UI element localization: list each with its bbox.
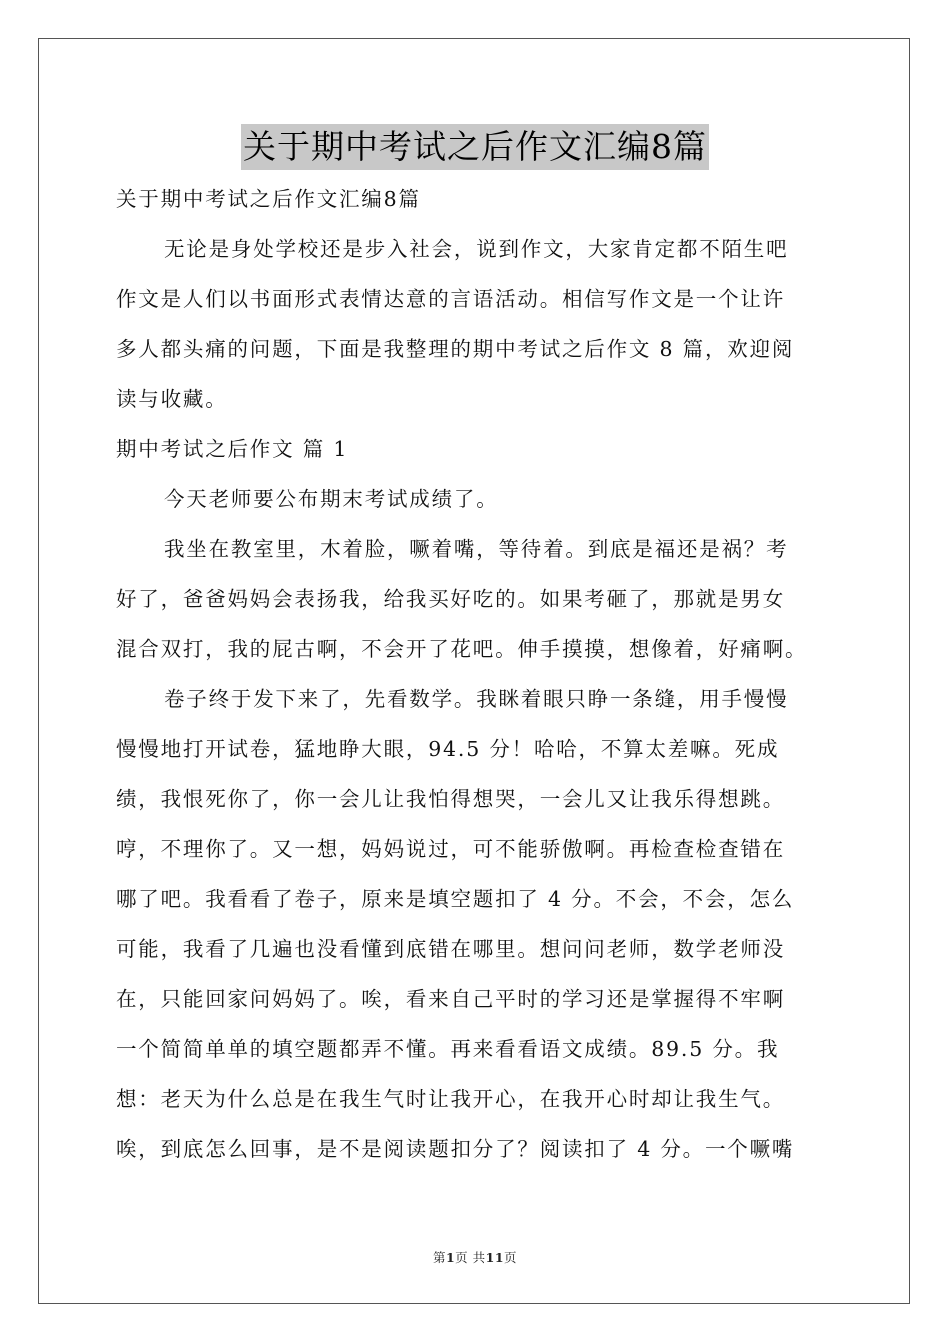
footer-page-current: 1 [445,1250,456,1265]
text-line: 在，只能回家问妈妈了。唉，看来自己平时的学习还是掌握得不牢啊 [116,987,785,1011]
text-line: 混合双打，我的屁古啊，不会开了花吧。伸手摸摸，想像着，好痛啊。 [116,637,808,661]
footer-page-prefix: 第 [432,1250,446,1265]
text-line: 作文是人们以书面形式表情达意的言语活动。相信写作文是一个让许 [116,287,785,311]
text-line: 多人都头痛的问题，下面是我整理的期中考试之后作文 8 篇，欢迎阅 [116,337,795,361]
footer-page-mid: 页 共 [455,1250,486,1265]
text-line: 关于期中考试之后作文汇编8篇 [116,187,421,211]
text-line: 绩，我恨死你了，你一会儿让我怕得想哭，一会儿又让我乐得想跳。 [116,787,785,811]
text-line: 可能，我看了几遍也没看懂到底错在哪里。想问问老师，数学老师没 [116,937,785,961]
title-container [0,124,950,170]
text-line: 哪了吧。我看看了卷子，原来是填空题扣了 4 分。不会，不会，怎么 [116,887,795,911]
text-line: 我坐在教室里，木着脸，噘着嘴，等待着。到底是福还是祸？考 [164,537,789,561]
text-line: 好了，爸爸妈妈会表扬我，给我买好吃的。如果考砸了，那就是男女 [116,587,785,611]
text-line: 卷子终于发下来了，先看数学。我眯着眼只睁一条缝，用手慢慢 [164,687,789,711]
text-line: 慢慢地打开试卷，猛地睁大眼，94.5 分！哈哈，不算太差嘛。死成 [116,737,780,761]
text-line: 读与收藏。 [116,387,228,411]
text-line: 期中考试之后作文 篇 1 [116,437,349,461]
text-line: 无论是身处学校还是步入社会，说到作文，大家肯定都不陌生吧 [164,237,789,261]
text-line: 哼，不理你了。又一想，妈妈说过，可不能骄傲啊。再检查检查错在 [116,837,785,861]
footer-page-total: 11 [485,1250,505,1265]
page-footer [0,1248,950,1266]
text-line: 想：老天为什么总是在我生气时让我开心，在我开心时却让我生气。 [116,1087,785,1111]
document-body [116,174,846,1174]
text-line: 唉，到底怎么回事，是不是阅读题扣分了？阅读扣了 4 分。一个噘嘴 [116,1137,795,1161]
text-line: 今天老师要公布期末考试成绩了。 [164,487,499,511]
document-title: 关于期中考试之后作文汇编8篇 [241,124,709,170]
footer-page-suffix: 页 [504,1250,518,1265]
text-line: 一个简简单单的填空题都弄不懂。再来看看语文成绩。89.5 分。我 [116,1037,780,1061]
